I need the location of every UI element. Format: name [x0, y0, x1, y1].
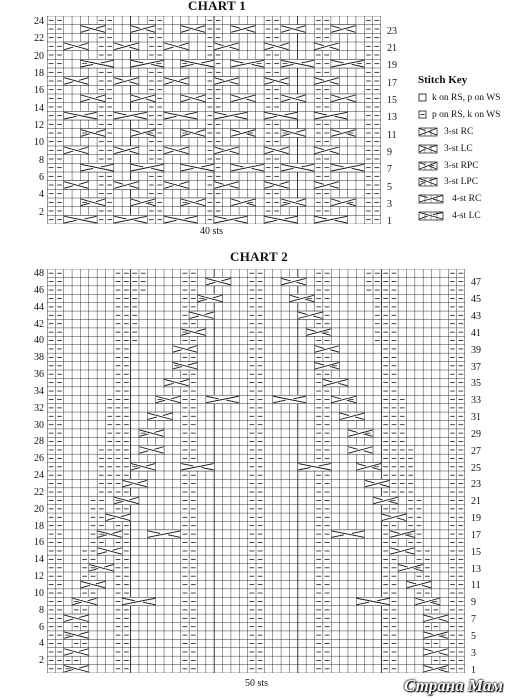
stitch-key-item	[418, 174, 507, 191]
cable-cross	[356, 597, 389, 605]
cable-cross	[348, 429, 373, 437]
row-number: 1	[471, 664, 476, 676]
cable-cross	[214, 215, 247, 224]
cable-cross	[381, 513, 406, 521]
cable-cross	[340, 412, 365, 420]
chart1-stitch-count: 40 sts	[200, 226, 224, 237]
stitch-key-label: 4-st LC	[452, 210, 481, 221]
stitch-key-item	[418, 124, 507, 141]
cable-cross	[147, 530, 180, 538]
cable-cross	[64, 111, 97, 120]
row-number: 12	[34, 120, 44, 131]
cable-cross	[114, 111, 147, 120]
cable-cross	[181, 198, 206, 207]
cable-cross	[64, 665, 89, 673]
stitch-key	[418, 74, 507, 224]
cable-cross	[147, 412, 172, 420]
cable-cross	[298, 463, 331, 471]
cable-cross	[314, 215, 347, 224]
cable-cross	[390, 530, 415, 538]
row-number: 43	[471, 311, 481, 323]
cable-cross	[281, 129, 306, 138]
cable-cross	[181, 25, 206, 34]
cable-cross	[331, 198, 356, 207]
stitch-key-title: Stitch Key	[418, 74, 468, 86]
cable-cross	[365, 479, 390, 487]
cable-cross	[106, 513, 131, 521]
cable-cross	[64, 77, 89, 86]
row-number: 45	[471, 294, 481, 306]
row-number: 21	[387, 43, 397, 54]
row-number: 14	[34, 102, 44, 114]
row-number: 6	[39, 172, 44, 183]
cable-cross	[72, 597, 97, 605]
stitch-key-label: k on RS, p on WS	[432, 93, 501, 104]
cable-cross	[114, 181, 139, 190]
cable-cross	[314, 42, 339, 51]
cable-cross	[139, 446, 164, 454]
row-number: 4	[39, 638, 44, 650]
cable-cross	[264, 42, 289, 51]
cable-cross	[281, 59, 314, 68]
row-number: 46	[34, 284, 44, 296]
cable-cross	[264, 111, 297, 120]
cable-cross	[164, 215, 197, 224]
cable-cross	[231, 163, 264, 172]
cable-cross	[164, 42, 189, 51]
cable-cross	[164, 111, 197, 120]
row-number: 34	[34, 385, 44, 397]
row-number: 18	[34, 68, 44, 79]
cable-cross	[181, 163, 214, 172]
row-number: 30	[34, 419, 44, 431]
row-number: 32	[34, 402, 44, 414]
cable-cross	[373, 496, 398, 504]
cable-cross	[164, 77, 189, 86]
cable-cross	[331, 94, 356, 103]
dash-square-icon	[418, 110, 428, 120]
cable-cross	[214, 42, 239, 51]
cable-cross	[331, 395, 356, 403]
cable-cross	[423, 631, 448, 639]
cable-cross	[131, 25, 156, 34]
row-number: 5	[387, 181, 392, 193]
cable-cross	[289, 294, 314, 302]
cable-cross	[114, 215, 147, 224]
cable-cross	[64, 42, 89, 51]
cable-cross	[406, 580, 431, 588]
row-number: 1	[387, 216, 392, 228]
cable-cross	[80, 198, 105, 207]
cable-cross	[331, 163, 364, 172]
cable-cross	[214, 146, 239, 155]
cable-cross	[64, 614, 89, 622]
row-number: 10	[34, 137, 44, 149]
cable-cross	[314, 111, 347, 120]
cable-cross	[231, 94, 256, 103]
stitch-key-label: 3-st LC	[444, 143, 473, 154]
row-number: 17	[387, 77, 397, 89]
cable-4-lc-icon	[418, 211, 448, 221]
row-number: 7	[387, 164, 392, 176]
cable-cross	[64, 215, 97, 224]
cable-cross	[273, 395, 306, 403]
stitch-key-label: 3-st LPC	[444, 177, 479, 188]
cable-cross	[323, 378, 348, 386]
cable-cross	[231, 129, 256, 138]
row-number: 20	[34, 50, 44, 62]
row-number: 7	[471, 614, 476, 626]
cable-cross	[131, 59, 164, 68]
cable-cross	[64, 146, 89, 155]
stitch-key-label: p on RS, k on WS	[432, 110, 501, 121]
cable-cross	[231, 59, 264, 68]
row-number: 24	[34, 16, 44, 27]
stitch-key-item	[418, 157, 507, 174]
chart2-gridlines	[47, 269, 465, 673]
cable-cross	[122, 479, 147, 487]
cable-cross	[122, 597, 155, 605]
row-number: 3	[471, 647, 476, 659]
cable-cross	[131, 198, 156, 207]
row-number: 4	[39, 189, 44, 201]
cable-cross	[64, 181, 89, 190]
cable-cross	[206, 395, 239, 403]
cable-cross	[197, 294, 222, 302]
cable-cross	[131, 94, 156, 103]
cable-cross	[331, 59, 364, 68]
row-number: 37	[471, 361, 481, 373]
row-number: 19	[387, 60, 397, 72]
row-number: 14	[34, 554, 44, 566]
row-number: 25	[471, 462, 481, 474]
cable-cross	[214, 111, 247, 120]
chart1-title: CHART 1	[188, 0, 247, 13]
cable-cross	[231, 25, 256, 34]
cable-cross	[348, 446, 373, 454]
row-number: 19	[471, 513, 481, 525]
row-number: 3	[387, 199, 392, 210]
row-number: 18	[34, 520, 44, 532]
stitch-key-item	[418, 191, 507, 208]
row-number: 42	[34, 318, 44, 330]
cable-cross	[331, 25, 356, 34]
row-number: 15	[471, 546, 481, 558]
cable-cross	[172, 345, 197, 353]
cable-cross	[64, 631, 89, 639]
cable-cross	[214, 77, 239, 86]
cable-4-rc-icon	[418, 194, 448, 204]
chart1-grid	[47, 16, 381, 224]
row-number: 12	[34, 571, 44, 582]
stitch-key-label: 3-st RPC	[444, 160, 479, 171]
row-number: 33	[471, 395, 481, 407]
stitch-key-item	[418, 208, 507, 225]
row-number: 8	[39, 604, 44, 616]
cable-cross	[281, 163, 314, 172]
cable-cross	[281, 94, 306, 103]
chart2-grid	[47, 269, 465, 673]
row-number: 2	[39, 655, 44, 667]
watermark-logo: Страна Мам	[403, 676, 503, 695]
stitch-key-item	[418, 90, 507, 107]
cable-cross	[181, 463, 214, 471]
row-number: 16	[34, 537, 44, 549]
cable-cross	[264, 146, 289, 155]
chart2-title: CHART 2	[230, 249, 289, 264]
row-number: 28	[34, 436, 44, 448]
cable-cross	[281, 277, 306, 285]
row-number: 13	[471, 563, 481, 575]
row-number: 16	[34, 85, 44, 97]
row-number: 2	[39, 206, 44, 218]
cable-cross	[423, 614, 448, 622]
row-number: 48	[34, 268, 44, 279]
cable-cross	[231, 198, 256, 207]
row-number: 23	[471, 479, 481, 491]
cable-cross	[114, 146, 139, 155]
cable-cross	[164, 378, 189, 386]
cable-cross	[131, 463, 156, 471]
cable-cross	[80, 129, 105, 138]
cable-cross	[281, 25, 306, 34]
cable-cross	[80, 25, 105, 34]
cable-cross	[80, 94, 105, 103]
row-number: 23	[387, 25, 397, 37]
cable-cross	[331, 530, 364, 538]
row-number: 41	[471, 327, 481, 339]
row-number: 15	[387, 95, 397, 106]
row-number: 35	[471, 378, 481, 390]
row-number: 39	[471, 344, 481, 356]
cable-cross	[264, 181, 289, 190]
cable-cross	[315, 345, 340, 353]
cable-cross	[131, 129, 156, 138]
cable-cross	[214, 181, 239, 190]
row-number: 6	[39, 621, 44, 633]
cable-3-lpc-icon	[418, 177, 440, 187]
cable-3-lc-icon	[418, 144, 440, 154]
cable-cross	[390, 547, 415, 555]
cable-cross	[314, 146, 339, 155]
row-number: 9	[471, 597, 476, 609]
row-number: 22	[34, 486, 44, 498]
row-number: 31	[471, 412, 481, 424]
cable-cross	[331, 129, 356, 138]
cable-3-rc-icon	[418, 127, 440, 137]
row-number: 20	[34, 503, 44, 515]
cable-cross	[423, 648, 448, 656]
row-number: 29	[471, 428, 481, 440]
cable-cross	[356, 463, 381, 471]
cable-cross	[298, 311, 323, 319]
row-number: 27	[471, 445, 481, 457]
row-number: 10	[34, 587, 44, 599]
cable-cross	[114, 496, 139, 504]
row-number: 11	[471, 580, 481, 592]
cable-cross	[97, 530, 122, 538]
row-number: 9	[387, 147, 392, 158]
cable-3-rpc-icon	[418, 161, 440, 171]
row-number: 26	[34, 453, 44, 465]
cable-cross	[164, 146, 189, 155]
row-number: 11	[387, 129, 397, 141]
cable-cross	[156, 395, 181, 403]
cable-cross	[114, 42, 139, 51]
row-number: 47	[471, 277, 481, 289]
cable-cross	[206, 277, 231, 285]
cable-cross	[281, 198, 306, 207]
cable-cross	[264, 215, 297, 224]
cable-cross	[139, 429, 164, 437]
cable-cross	[181, 129, 206, 138]
cable-cross	[114, 77, 139, 86]
stitch-key-item	[418, 140, 507, 157]
row-number: 40	[34, 335, 44, 347]
cable-cross	[131, 163, 164, 172]
chart2-stitch-count: 50 sts	[245, 678, 269, 689]
cable-cross	[315, 362, 340, 370]
cable-cross	[181, 59, 214, 68]
cable-cross	[415, 597, 440, 605]
cable-cross	[423, 665, 448, 673]
stitch-key-label: 3-st RC	[444, 126, 474, 137]
row-number: 8	[39, 154, 44, 166]
row-number: 17	[471, 529, 481, 541]
cable-cross	[89, 564, 114, 572]
cable-cross	[181, 94, 206, 103]
cable-cross	[398, 564, 423, 572]
cable-cross	[172, 362, 197, 370]
cable-cross	[314, 77, 339, 86]
cable-cross	[80, 580, 105, 588]
stitch-key-item	[418, 107, 507, 124]
row-number: 22	[34, 33, 44, 45]
cable-cross	[64, 648, 89, 656]
row-number: 44	[34, 301, 44, 313]
cable-cross	[80, 59, 113, 68]
row-number: 5	[471, 630, 476, 642]
cable-cross	[164, 181, 189, 190]
cable-cross	[181, 328, 206, 336]
row-number: 21	[471, 496, 481, 508]
row-number: 13	[387, 112, 397, 124]
cable-cross	[80, 163, 113, 172]
blank-square-icon	[418, 93, 428, 103]
cable-cross	[306, 328, 331, 336]
cable-cross	[97, 547, 122, 555]
row-number: 38	[34, 352, 44, 364]
row-number: 24	[34, 470, 44, 481]
cable-cross	[264, 77, 289, 86]
cable-cross	[314, 181, 339, 190]
cable-cross	[189, 311, 214, 319]
row-number: 36	[34, 369, 44, 380]
stitch-key-label: 4-st RC	[452, 194, 482, 205]
